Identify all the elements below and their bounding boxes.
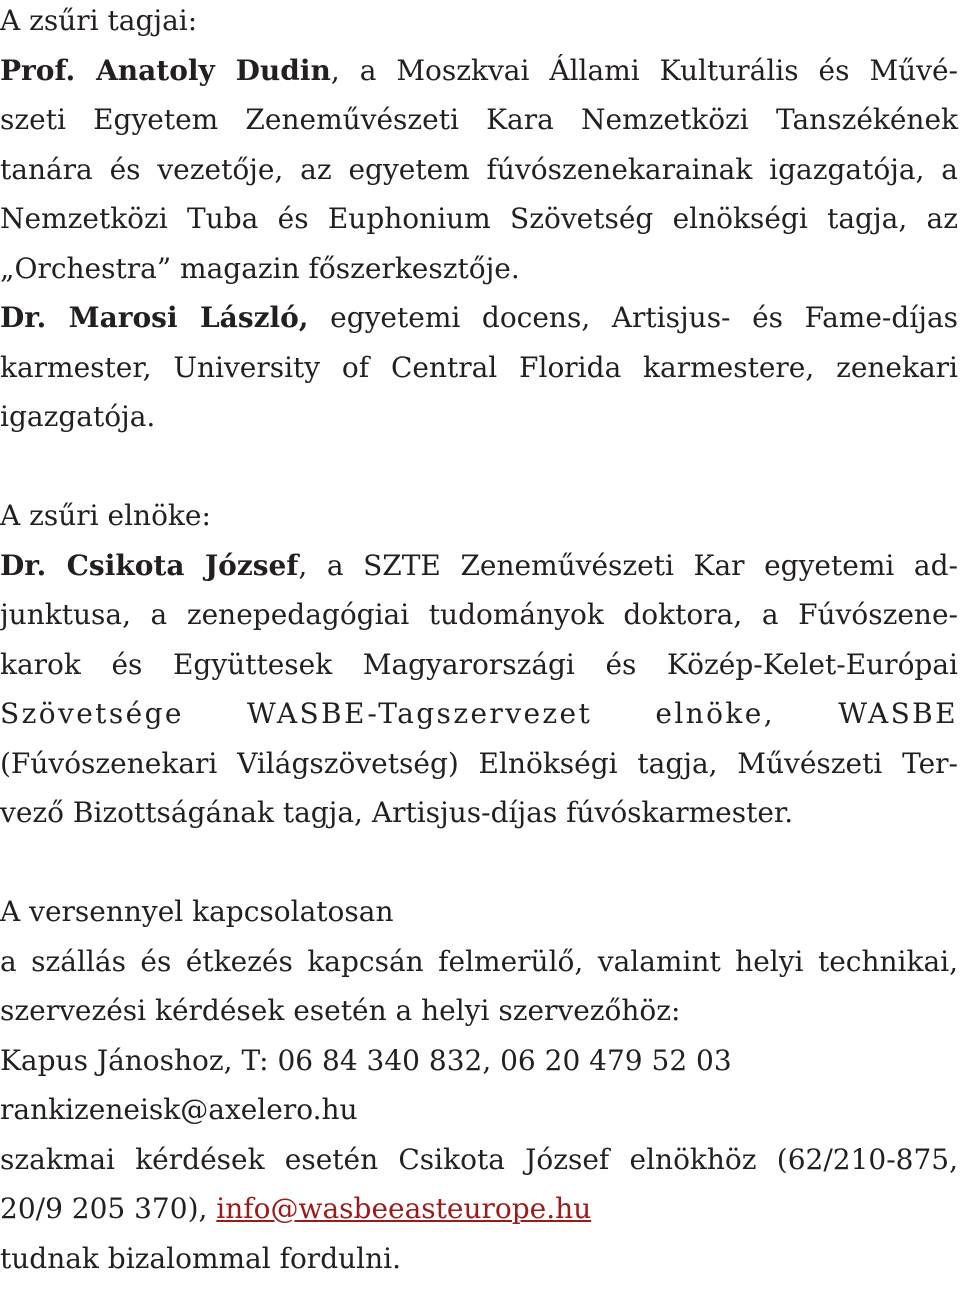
member1-line4: Nemzetközi Tuba és Euphonium Szövetség elnökségi tagja, az [0, 202, 958, 235]
jury-members-heading: A zsűri tagjai: [0, 4, 198, 37]
member2-line1 [0, 293, 958, 343]
spacer [0, 442, 958, 492]
member1-line5: „Orchestra” magazin főszerkesztője. [0, 251, 520, 285]
contact-section [0, 887, 958, 1283]
member1-line3: tanára és vezetője, az egyetem fúvószenekarainak igazgatója, a [0, 152, 958, 186]
contact-line6-prefix: 20/9 205 370), [0, 1192, 217, 1225]
member2-name: Dr. Marosi László, [0, 301, 309, 334]
contact-line5: szakmai kérdések esetén Csikota József elnökhöz (62/210-875, [0, 1142, 958, 1176]
president-line4: Szövetsége WASBE-Tagszervezet elnöke, WASBE [0, 697, 958, 730]
president-line6: vező Bizottságának tagja, Artisjus-díjas fúvóskarmester. [0, 796, 794, 829]
president-line2: junktusa, a zenepedagógiai tudományok doktora, a Fúvószene- [0, 598, 958, 631]
jury-president-section [0, 491, 958, 838]
jury-members-section [0, 0, 958, 442]
member1-line1-rest: , a Moszkvai Állami Kulturális és Művé- [330, 53, 958, 87]
spacer [0, 838, 958, 888]
contact-heading: A versennyel kapcsolatosan [0, 895, 394, 928]
contact-line7: tudnak bizalommal fordulni. [0, 1241, 401, 1275]
member1-line1 [0, 46, 958, 96]
member1-name: Prof. Anatoly Dudin [0, 53, 331, 87]
contact-line6 [0, 1184, 958, 1234]
contact-local-email: rankizeneisk@axelero.hu [0, 1093, 358, 1126]
president-line1-rest: , a SZTE Zeneművészeti Kar egyetemi ad- [298, 548, 958, 582]
president-name: Dr. Csikota József [0, 548, 299, 582]
president-email-link[interactable]: info@wasbeeasteurope.hu [216, 1192, 592, 1225]
member1-line2: szeti Egyetem Zeneművészeti Kara Nemzetközi Tanszékének [0, 103, 958, 136]
jury-president-heading: A zsűri elnöke: [0, 499, 211, 532]
president-line5: (Fúvószenekari Világszövetség) Elnökségi tagja, Művészeti Ter- [0, 746, 958, 780]
contact-phone-line: Kapus Jánoshoz, T: 06 84 340 832, 06 20 479 52 03 [0, 1043, 732, 1077]
president-line1 [0, 541, 958, 591]
president-line3: karok és Együttesek Magyarországi és Közép-Kelet-Európai [0, 647, 958, 681]
member2-line1-rest: egyetemi docens, Artisjus- és Fame-díjas [308, 301, 959, 334]
member2-line3: igazgatója. [0, 400, 156, 433]
contact-line1: a szállás és étkezés kapcsán felmerülő, valamint helyi technikai, [0, 944, 958, 978]
contact-line2: szervezési kérdések esetén a helyi szervezőhöz: [0, 994, 681, 1027]
member2-line2: karmester, University of Central Florida karmestere, zenekari [0, 350, 958, 384]
